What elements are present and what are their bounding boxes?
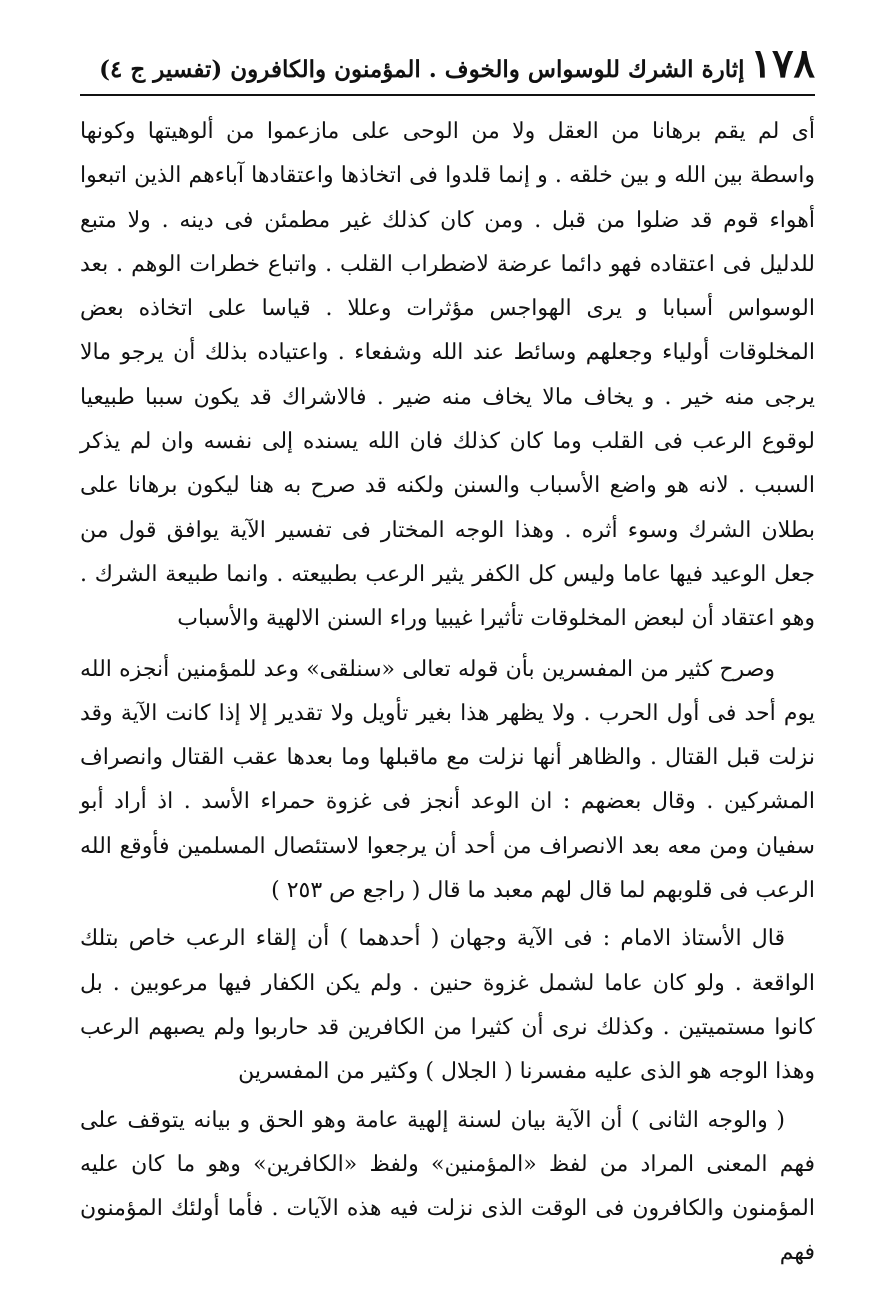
- paragraph-1: أى لم يقم برهانا من العقل ولا من الوحى على مازعموا من ألوهيتها وكونها واسطة بين الله و بين خلقه . و إنما قلدوا فى اتخاذها واعتقادها آباءهم الذين اتبعوا أهواء قوم قد ضلوا من قبل . ومن كان كذلك غير مطمئن فى دينه . ولا متبع للدليل فى اعتقاده فهو دائما عرضة لاضطراب القلب . واتباع خطرات الوهم . بعد الوسواس أسبابا و يرى الهواجس مؤثرات وعللا . قياسا على اتخاذه بعض المخلوقات أولياء وجعلهم وسائط عند الله وشفعاء . واعتياده بذلك أن يرجو مالا يرجى منه خير . و يخاف مالا يخاف منه ضير . فالاشراك قد يكون سببا طبيعيا لوقوع الرعب فى القلب وما كان كذلك فان الله يسنده إلى نفسه وان لم يذكر السبب . لانه هو واضع الأسباب والسنن ولكنه قد صرح به هنا ليكون برهانا على بطلان الشرك وسوء أثره . وهذا الوجه المختار فى تفسير الآية يوافق قول من جعل الوعيد فيها عاما وليس كل الكفر يثير الرعب بطبيعته . وانما طبيعة الشرك . وهو اعتقاد أن لبعض المخلوقات تأثيرا غيبيا وراء السنن الالهية والأسباب: [80, 119, 815, 632]
- running-title: إثارة الشرك للوسواس والخوف . المؤمنون والكافرون (تفسير ج ٤): [99, 56, 745, 83]
- paragraph-4: ( والوجه الثانى ) أن الآية بيان لسنة إلهية عامة وهو الحق و بيانه يتوقف على فهم المعنى المراد من لفظ «المؤمنين» ولفظ «الكافرين» وهو ما كان عليه المؤمنون والكافرون فى الوقت الذى نزلت فيه هذه الآيات . فأما أولئك المؤمنون فهم: [80, 1107, 815, 1266]
- page-number: ١٧٨: [750, 40, 815, 87]
- paragraph-3: قال الأستاذ الامام : فى الآية وجهان ( أحدهما ) أن إلقاء الرعب خاص بتلك الواقعة . ولو كان عاما لشمل غزوة حنين . ولم يكن الكفار فيها مرعوبين . بل كانوا مستميتين . وكذلك نرى أن كثيرا من الكافرين قد حاربوا ولم يصبهم الرعب وهذا الوجه هو الذى عليه مفسرنا ( الجلال ) وكثير من المفسرين: [80, 926, 815, 1085]
- paragraph-2: وصرح كثير من المفسرين بأن قوله تعالى «سنلقى» وعد للمؤمنين أنجزه الله يوم أحد فى أول الحرب . ولا يظهر هذا بغير تأويل ولا تقدير إلا إذا كانت الآية وقد نزلت قبل القتال . والظاهر أنها نزلت مع ماقبلها وما بعدها عقب القتال وانصراف المشركين . وقال بعضهم : ان الوعد أنجز فى غزوة حمراء الأسد . اذ أراد أبو سفيان ومن معه بعد الانصراف من أحد أن يرجعوا لاستئصال المسلمين فأوقع الله الرعب فى قلوبهم لما قال لهم معبد ما قال ( راجع ص ٢٥٣ ): [80, 656, 815, 904]
- page-header: [80, 38, 815, 90]
